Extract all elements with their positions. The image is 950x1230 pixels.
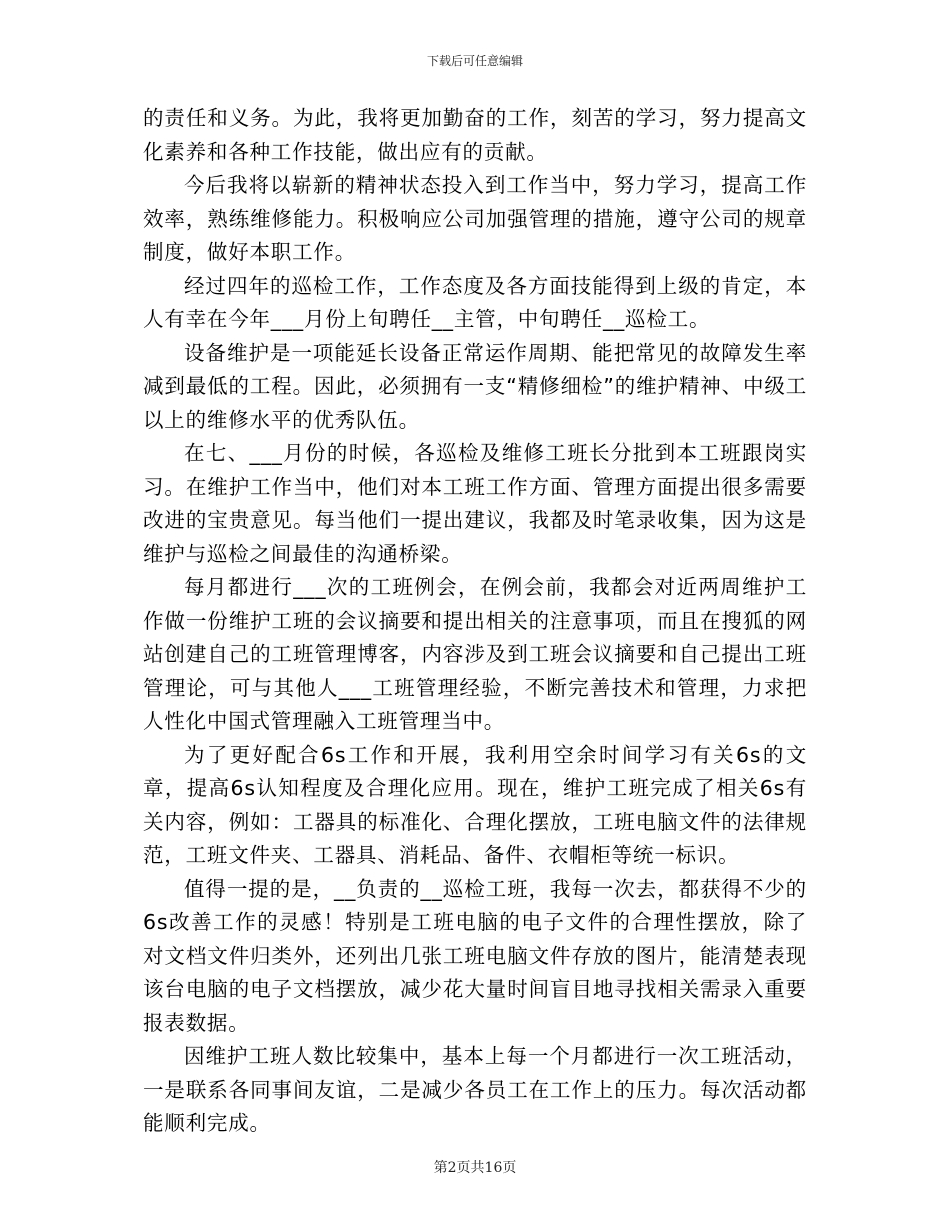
- paragraph: 为了更好配合6s工作和开展，我利用空余时间学习有关6s的文章，提高6s认知程度及合理化应用。现在，维护工班完成了相关6s有关内容，例如：工器具的标准化、合理化摆放，工班电脑文件的法律规范，工班文件夹、工器具、消耗品、备件、衣帽柜等统一标识。: [143, 742, 807, 867]
- paragraph: 值得一提的是，__负责的__巡检工班，我每一次去，都获得不少的6s改善工作的灵感！特别是工班电脑的电子文件的合理性摆放，除了对文档文件归类外，还列出几张工班电脑文件存放的图片，能清楚表现该台电脑的电子文档摆放，减少花大量时间盲目地寻找相关需录入重要报表数据。: [143, 876, 807, 1035]
- paragraph: 设备维护是一项能延长设备正常运作周期、能把常见的故障发生率减到最低的工程。因此，必须拥有一支“精修细检”的维护精神、中级工以上的维修水平的优秀队伍。: [143, 340, 807, 432]
- paragraph: 经过四年的巡检工作，工作态度及各方面技能得到上级的肯定，本人有幸在今年___月份上旬聘任__主管，中旬聘任__巡检工。: [143, 273, 807, 331]
- paragraph: 因维护工班人数比较集中，基本上每一个月都进行一次工班活动，一是联系各同事间友谊，二是减少各员工在工作上的压力。每次活动都能顺利完成。: [143, 1044, 807, 1135]
- paragraph: 的责任和义务。为此，我将更加勤奋的工作，刻苦的学习，努力提高文化素养和各种工作技能，做出应有的贡献。: [143, 106, 807, 164]
- paragraph: 今后我将以崭新的精神状态投入到工作当中，努力学习，提高工作效率，熟练维修能力。积极响应公司加强管理的措施，遵守公司的规章制度，做好本职工作。: [143, 173, 807, 264]
- paragraph: 在七、___月份的时候，各巡检及维修工班长分批到本工班跟岗实习。在维护工作当中，他们对本工班工作方面、管理方面提出很多需要改进的宝贵意见。每当他们一提出建议，我都及时笔录收集，因为这是维护与巡检之间最佳的沟通桥梁。: [143, 441, 807, 566]
- page-number: 第2页共16页: [433, 1160, 517, 1176]
- document-body: [143, 102, 807, 1141]
- header-note: 下载后可任意编辑: [426, 54, 523, 68]
- paragraph: 每月都进行___次的工班例会，在例会前，我都会对近两周维护工作做一份维护工班的会议摘要和提出相关的注意事项，而且在搜狐的网站创建自己的工班管理博客，内容涉及到工班会议摘要和自己提出工班管理论，可与其他人___工班管理经验，不断完善技术和管理，力求把人性化中国式管理融入工班管理当中。: [143, 575, 807, 733]
